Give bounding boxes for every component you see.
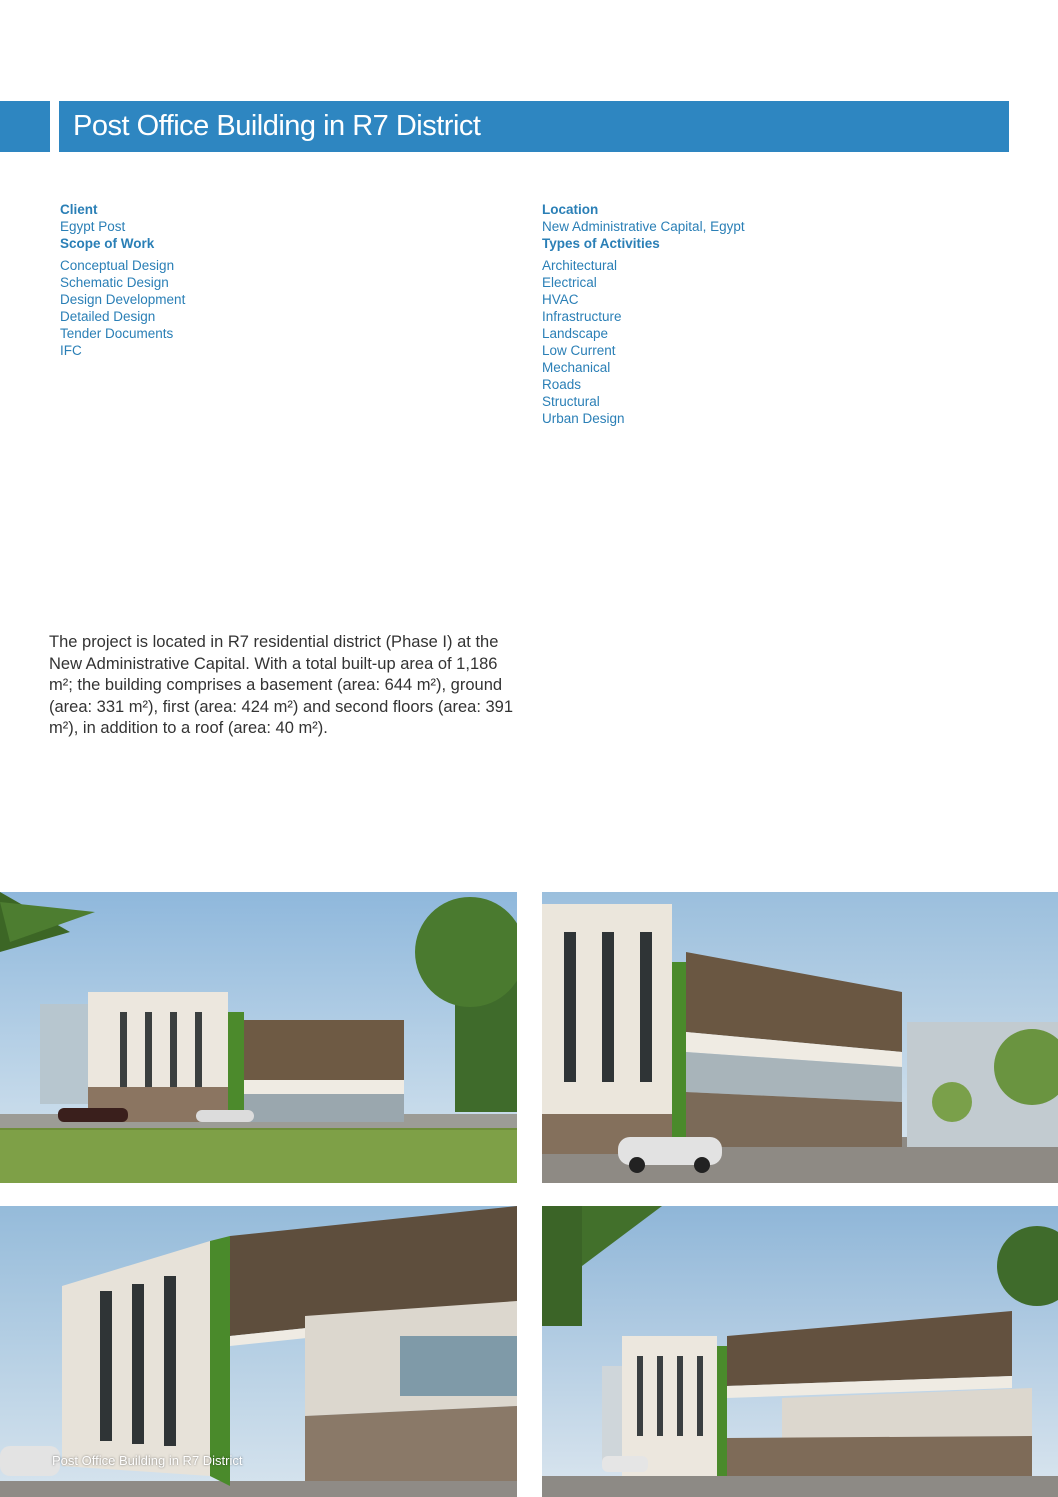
list-item: Schematic Design [60, 275, 169, 290]
list-item: Infrastructure [542, 309, 622, 324]
client-label: Client [60, 202, 98, 217]
list-item: Landscape [542, 326, 609, 341]
header-accent-block [0, 101, 50, 152]
location-value: New Administrative Capital, Egypt [542, 219, 745, 234]
project-description: The project is located in R7 residential district (Phase I) at the New Administrative Capital. With a total built-up area of 1,186 m²; the building comprises a basement (area: 644 m²), ground (area: 331 m²), first (area: 424 m²) and second floors (area: 391 m²), in addition to a roof (area: 40 m²). [49, 633, 514, 737]
list-item: Structural [542, 394, 600, 409]
list-item: HVAC [542, 292, 579, 307]
list-item: Low Current [542, 343, 616, 358]
title-bar [59, 101, 1009, 152]
list-item: Tender Documents [60, 326, 174, 341]
page-title: Post Office Building in R7 District [73, 110, 481, 142]
list-item: Urban Design [542, 411, 625, 426]
list-item: Electrical [542, 275, 597, 290]
client-value: Egypt Post [60, 219, 126, 234]
scope-of-work-list [60, 257, 480, 359]
rendering-corner-view [542, 892, 1058, 1183]
types-of-activities-label: Types of Activities [542, 236, 660, 251]
list-item: IFC [60, 343, 82, 358]
list-item: Detailed Design [60, 309, 156, 324]
location-label: Location [542, 202, 599, 217]
project-info-left [60, 201, 480, 359]
list-item: Conceptual Design [60, 258, 175, 273]
footer-caption: Post Office Building in R7 District [52, 1453, 243, 1468]
list-item: Architectural [542, 258, 618, 273]
types-of-activities-list [542, 257, 1002, 427]
rendering-street-view [542, 1206, 1058, 1497]
list-item: Design Development [60, 292, 186, 307]
scope-of-work-label: Scope of Work [60, 236, 155, 251]
list-item: Mechanical [542, 360, 611, 375]
rendering-front-view [0, 892, 517, 1183]
project-info-right [542, 201, 1002, 427]
list-item: Roads [542, 377, 582, 392]
